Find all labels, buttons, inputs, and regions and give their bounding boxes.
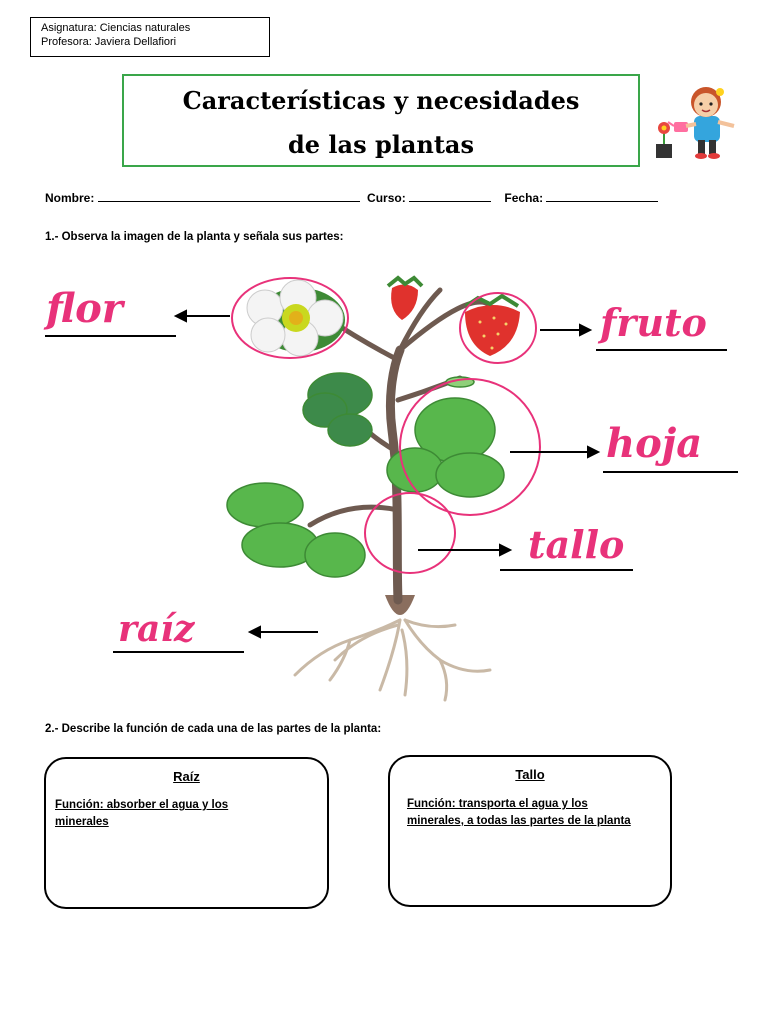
course-label: Curso:	[367, 191, 406, 205]
title-box	[122, 74, 640, 167]
label-fruit: fruto	[600, 300, 707, 345]
flower-shape	[247, 280, 345, 356]
date-field[interactable]	[546, 191, 658, 202]
box-root-text[interactable]: Función: absorber el agua y los minerales	[55, 799, 229, 828]
function-box-stem	[388, 755, 672, 907]
box-stem-text[interactable]: Función: transporta el agua y los minerales, a todas las partes de la planta	[407, 798, 631, 827]
question-1: 1.- Observa la imagen de la planta y señala sus partes:	[45, 231, 344, 243]
title-line-1: Características y necesidades	[182, 86, 580, 115]
course-field[interactable]	[409, 191, 491, 202]
label-root: raíz	[118, 608, 195, 650]
title-line-2: de las plantas	[288, 130, 474, 159]
form-line	[45, 191, 725, 205]
box-root-heading: Raíz	[173, 769, 200, 784]
leaves-group	[227, 373, 504, 577]
box-stem-heading: Tallo	[515, 767, 545, 782]
name-field[interactable]	[98, 191, 360, 202]
teacher-text: Profesora: Javiera Dellafiori	[41, 36, 177, 48]
pot-shape	[656, 144, 672, 158]
header-info-box	[30, 17, 270, 57]
question-2: 2.- Describe la función de cada una de las partes de la planta:	[45, 723, 382, 735]
label-flower: flor	[46, 285, 123, 332]
label-stem: tallo	[528, 522, 625, 567]
child-watering-illustration	[648, 78, 748, 168]
function-box-root	[44, 757, 329, 909]
roots-shape	[295, 620, 490, 700]
label-leaf: hoja	[606, 420, 703, 467]
date-label: Fecha:	[504, 191, 544, 205]
subject-text: Asignatura: Ciencias naturales	[41, 22, 191, 34]
name-label: Nombre:	[45, 191, 95, 205]
fruit-small-shape	[388, 278, 422, 320]
